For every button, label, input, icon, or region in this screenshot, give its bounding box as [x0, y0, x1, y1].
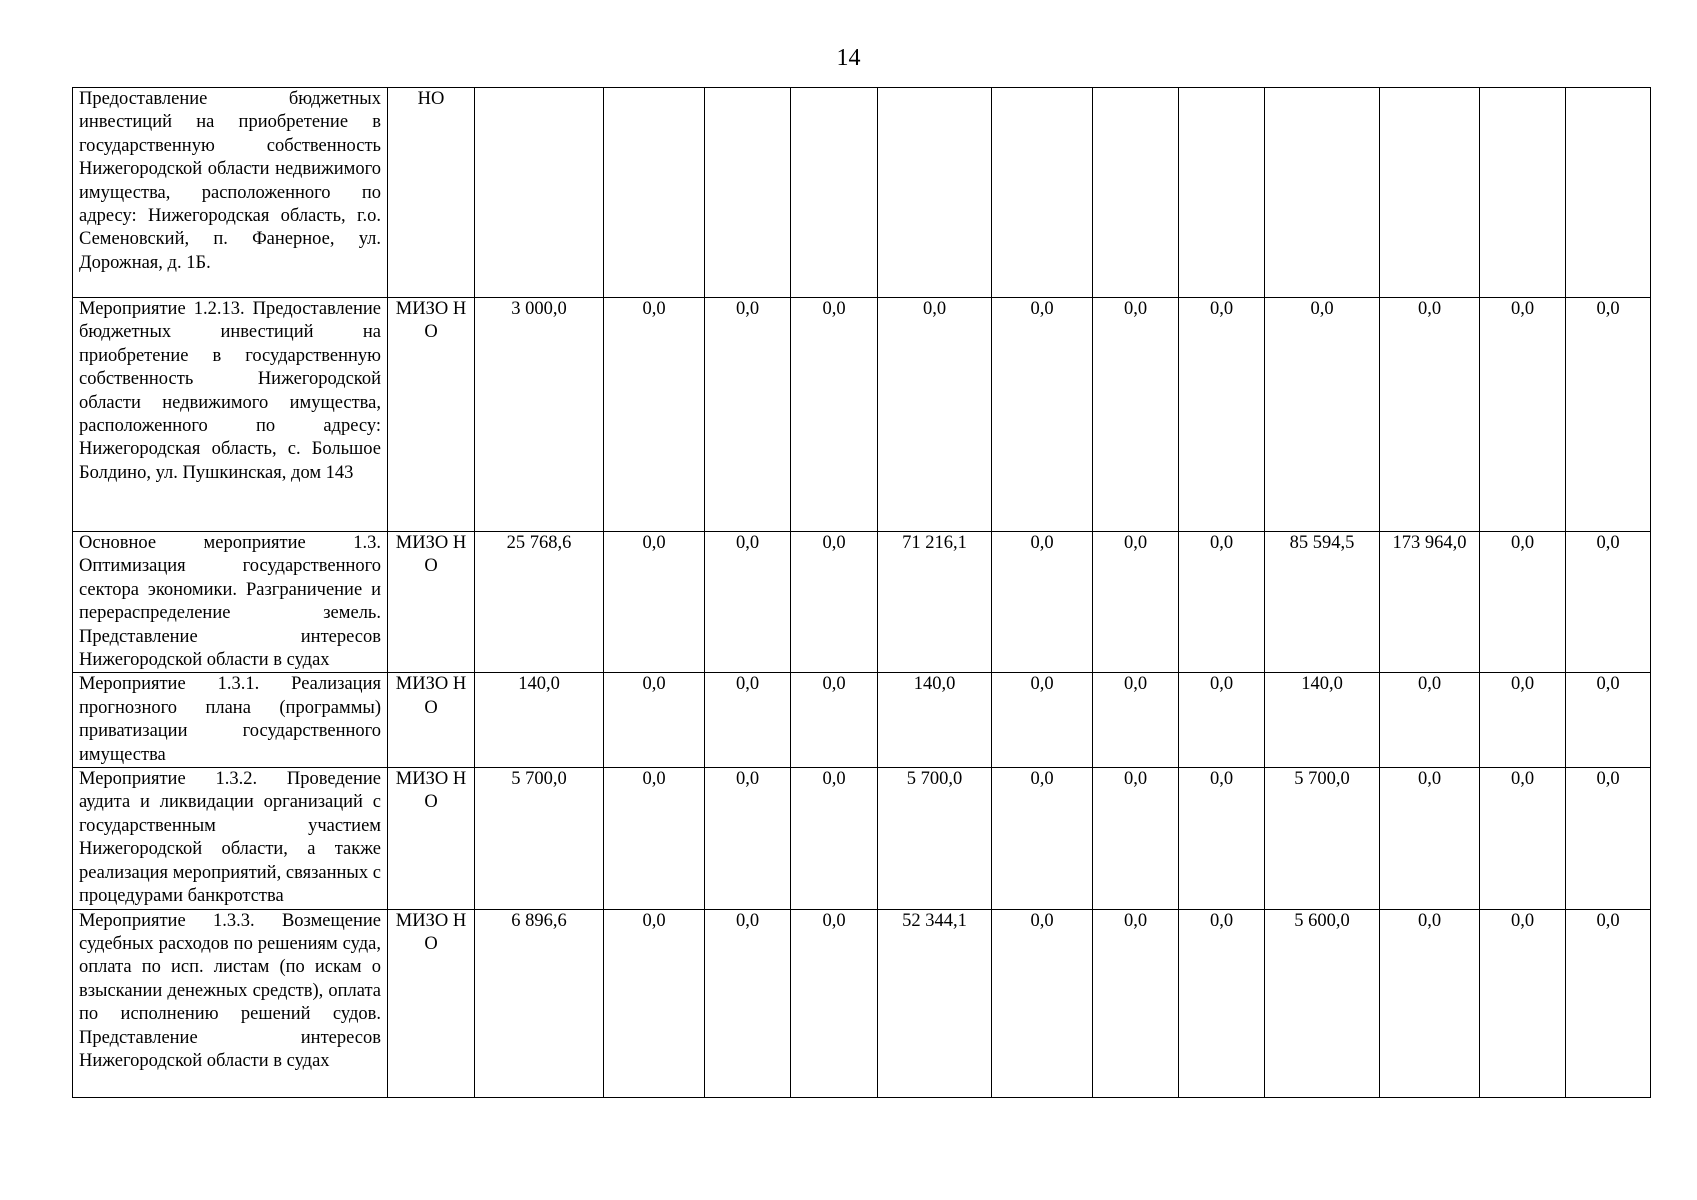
- row-description: Основное мероприятие 1.3. Оптимизация государственного сектора экономики. Разграничение и перераспределение земель. Представление интересов Нижегородской области в судах: [73, 532, 388, 673]
- value-cell: 0,0: [878, 298, 992, 532]
- table-row: [73, 88, 1651, 298]
- value-cell: [1093, 88, 1179, 298]
- value-cell: [604, 88, 705, 298]
- value-cell: 0,0: [1380, 673, 1480, 768]
- value-cell: 71 216,1: [878, 532, 992, 673]
- page-number: 14: [836, 45, 861, 71]
- value-cell: 0,0: [992, 768, 1093, 909]
- value-cell: 0,0: [791, 909, 878, 1097]
- value-cell: 0,0: [705, 909, 791, 1097]
- value-cell: 0,0: [1093, 909, 1179, 1097]
- value-cell: 0,0: [992, 909, 1093, 1097]
- value-cell: 0,0: [992, 298, 1093, 532]
- value-cell: 0,0: [1093, 298, 1179, 532]
- value-cell: 0,0: [1566, 298, 1651, 532]
- value-cell: 5 700,0: [1265, 768, 1380, 909]
- table-row: [73, 298, 1651, 532]
- value-cell: [791, 88, 878, 298]
- value-cell: 25 768,6: [475, 532, 604, 673]
- value-cell: 0,0: [604, 768, 705, 909]
- value-cell: 0,0: [1179, 532, 1265, 673]
- value-cell: 0,0: [705, 298, 791, 532]
- value-cell: 0,0: [1179, 298, 1265, 532]
- value-cell: 0,0: [604, 298, 705, 532]
- value-cell: 0,0: [1566, 768, 1651, 909]
- row-executor: МИЗО НО: [388, 298, 475, 532]
- value-cell: 0,0: [1566, 532, 1651, 673]
- value-cell: 3 000,0: [475, 298, 604, 532]
- row-description: Предоставление бюджетных инвестиций на приобретение в государственную собственность Нижегородской области недвижимого имущества, расположенного по адресу: Нижегородская область, г.о. Семеновский, п. Фанерное, ул. Дорожная, д. 1Б.: [73, 88, 388, 298]
- value-cell: 0,0: [1093, 768, 1179, 909]
- value-cell: 140,0: [878, 673, 992, 768]
- row-executor: МИЗО НО: [388, 909, 475, 1097]
- value-cell: 173 964,0: [1380, 532, 1480, 673]
- table-row: [73, 532, 1651, 673]
- value-cell: 0,0: [791, 532, 878, 673]
- row-description: Мероприятие 1.3.2. Проведение аудита и ликвидации организаций с государственным участием Нижегородской области, а также реализация мероприятий, связанных с процедурами банкротства: [73, 768, 388, 909]
- value-cell: 5 700,0: [475, 768, 604, 909]
- value-cell: [1566, 88, 1651, 298]
- value-cell: [705, 88, 791, 298]
- table-row: [73, 768, 1651, 909]
- value-cell: 0,0: [992, 532, 1093, 673]
- value-cell: 0,0: [1480, 298, 1566, 532]
- value-cell: 0,0: [604, 532, 705, 673]
- value-cell: 0,0: [992, 673, 1093, 768]
- value-cell: 0,0: [1480, 768, 1566, 909]
- value-cell: 0,0: [1093, 532, 1179, 673]
- value-cell: 0,0: [705, 768, 791, 909]
- row-executor: НО: [388, 88, 475, 298]
- value-cell: [1265, 88, 1380, 298]
- value-cell: 0,0: [1093, 673, 1179, 768]
- value-cell: 0,0: [791, 298, 878, 532]
- row-executor: МИЗО НО: [388, 673, 475, 768]
- value-cell: 85 594,5: [1265, 532, 1380, 673]
- value-cell: 0,0: [1380, 768, 1480, 909]
- value-cell: 0,0: [1179, 909, 1265, 1097]
- value-cell: 5 700,0: [878, 768, 992, 909]
- value-cell: 0,0: [604, 673, 705, 768]
- value-cell: 5 600,0: [1265, 909, 1380, 1097]
- value-cell: [475, 88, 604, 298]
- value-cell: 0,0: [1380, 909, 1480, 1097]
- value-cell: 0,0: [1179, 673, 1265, 768]
- value-cell: 0,0: [1380, 298, 1480, 532]
- value-cell: [1380, 88, 1480, 298]
- value-cell: [878, 88, 992, 298]
- value-cell: 0,0: [791, 768, 878, 909]
- row-description: Мероприятие 1.3.1. Реализация прогнозного плана (программы) приватизации государственного имущества: [73, 673, 388, 768]
- value-cell: 0,0: [1179, 768, 1265, 909]
- value-cell: 0,0: [1480, 673, 1566, 768]
- value-cell: 6 896,6: [475, 909, 604, 1097]
- value-cell: 0,0: [1566, 673, 1651, 768]
- value-cell: [1480, 88, 1566, 298]
- budget-table: [72, 87, 1651, 1098]
- value-cell: 0,0: [791, 673, 878, 768]
- value-cell: 140,0: [475, 673, 604, 768]
- value-cell: 0,0: [604, 909, 705, 1097]
- value-cell: 140,0: [1265, 673, 1380, 768]
- value-cell: 0,0: [705, 532, 791, 673]
- table-row: [73, 673, 1651, 768]
- row-executor: МИЗО НО: [388, 532, 475, 673]
- row-executor: МИЗО НО: [388, 768, 475, 909]
- row-description: Мероприятие 1.2.13. Предоставление бюджетных инвестиций на приобретение в государственную собственность Нижегородской области недвижимого имущества, расположенного по адресу: Нижегородская область, с. Большое Болдино, ул. Пушкинская, дом 143: [73, 298, 388, 532]
- value-cell: 0,0: [1566, 909, 1651, 1097]
- value-cell: 0,0: [705, 673, 791, 768]
- value-cell: [1179, 88, 1265, 298]
- value-cell: 0,0: [1480, 532, 1566, 673]
- table-row: [73, 909, 1651, 1097]
- value-cell: 0,0: [1480, 909, 1566, 1097]
- value-cell: 52 344,1: [878, 909, 992, 1097]
- row-description: Мероприятие 1.3.3. Возмещение судебных расходов по решениям суда, оплата по исп. листам (по искам о взыскании денежных средств), оплата по исполнению решений судов. Представление интересов Нижегородской области в судах: [73, 909, 388, 1097]
- value-cell: 0,0: [1265, 298, 1380, 532]
- value-cell: [992, 88, 1093, 298]
